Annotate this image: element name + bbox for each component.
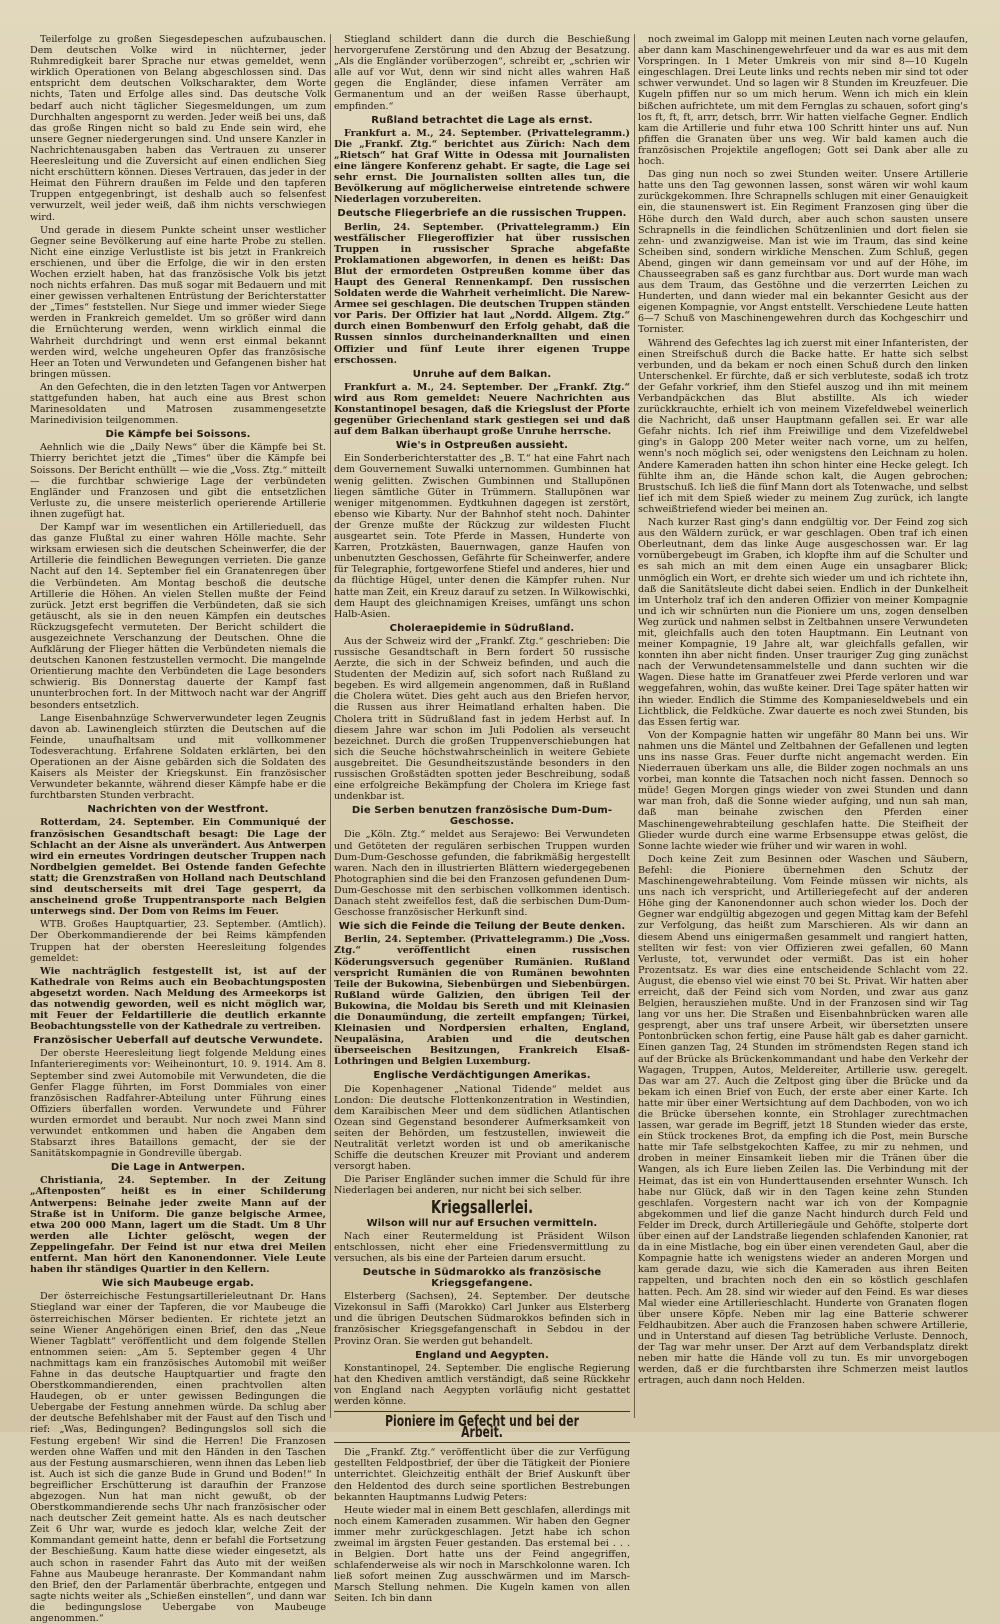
article-paragraph: Das ging nun noch so zwei Stunden weiter. Unsere Artillerie hatte uns den Tag gewonnen lassen, sonst wären wir wohl kaum zurückgekommen. Ihre Schrapnells schlugen mit einer Genauigkeit ein, die staunenswert ist. Ein Regiment Franzosen ging über die Höhe durch den Wald durch, aber auch schon sausten unsere Schrapnells in die feindlichen Schützenlinien und dort fielen sie zehn- und zwanzigweise. Man ist wie im Traum, das sind keine Scheiben sind, sondern wirkliche Menschen. Zum Schluß, gegen Abend, gingen wir dann gemeinsam vor und auf der Höhe, im Chausseegraben saß es ganz furchtbar aus. Dort wurde man wach aus dem Traum, das Gestöhne und die verzerrten Leichen zu Hunderten, und dann wieder mal ein bekannter Gesicht aus der eigenen Kompagnie, vor Angst entstellt. Verschiedene Leute hatten 6—7 Schuß von Maschinengewehren durch das Kochgeschirr und Tornister. [638,169,968,336]
article-paragraph: Während des Gefechtes lag ich zuerst mit einer Infanteristen, der einen Streifschuß durch die Backe hatte. Er hatte sich selbst verbunden, und da bekam er noch einen Schuß durch den linken Unterschenkel. Er fürchte, daß er sich verbluteste, sodaß ich trotz der Gefahr vorkrief, ihm den Stiefel auszog und ihn mit meinem Verbandpäckchen das Blut abstillte. Als ich wieder zurückkrauchte, erhielt ich von meinem Vizefeldwebel weinerlich die Nachricht, daß unser Hauptmann gefallen sei. Er war alle Gefahr nichts. Ich rief ihm Freiwillige und dem Vizefeldwebel ging's in Galopp 200 Meter weiter nach vorne, um zu helfen, wenn's noch möglich sei, oder wenigstens den Leichnam zu holen. Andere Kameraden hatten ihn schon hinter eine Hecke gelegt. Ich fühlte ihm an, die Hände schon kalt, die Augen gebrochen; Brustschuß. Ich ließ die fünf Mann dort als Totenwache, und selbst lief ich mit dem Spieß wieder zu meinem Zug zurück, ich langte schweißtriefend wieder bei meinen an. [638,337,969,515]
article-heading: Unruhe auf dem Balkan. [412,368,552,380]
article-heading: Wilson will nur auf Ersuchen vermitteln. [366,1217,598,1229]
column-middle [334,34,630,1605]
article-heading: Deutsche Fliegerbriefe an die russischen Truppen. [337,208,627,220]
article-paragraph: Aus der Schweiz wird der „Frankf. Ztg.“ geschrieben: Die russische Gesandtschaft in Bern fordert 50 russische Aerzte, die sich in der Schweiz befinden, und auch die Studenten der Medizin auf, sich sofort nach Rußland zu begeben. Es wird allgemein angenommen, daß in Rußland die Cholera wütet. Dies geht auch aus den Briefen hervor, die Russen aus ihrer Heimatland erhalten haben. Die Cholera tritt in Südrußland fast in jedem Herbst auf. In diesem Jahre war schon im Juli Podolien als verseucht bezeichnet. Durch die großen Truppenverschiebungen hat sich die Seuche höchstwahrscheinlich in weitere Gebiete ausgebreitet. Die Gesundheitszustände besonders in den russischen Großstädten spotten jeder Beschreibung, sodaß eine erfolgreiche Bekämpfung der Cholera im Kriege fast undenkbar ist. [334,635,630,803]
article-paragraph: Heute wieder mal in einem Bett geschlafen, allerdings mit noch einem Kameraden zusammen. Wir haben den Gegner immer mehr zurückgeschlagen. Jetzt habe ich schon zweimal im ärgsten Feuer gestanden. Das erstemal bei . . . in Belgien. Dort hatte uns der Feind angegriffen, schlafenderweise als wir noch in Marschkolonne waren. Ich ließ sofort meinen Zug ausschwärmen und im Marsch-Marsch Stellung nehmen. Die Kugeln kamen von allen Seiten. Ich bin dann [334,1504,630,1605]
article-paragraph: Elsterberg (Sachsen), 24. September. Der deutsche Vizekonsul in Saffi (Marokko) Carl Junker aus Elsterberg und die übrigen Deutschen Südmarokkos befinden sich in französischer Kriegsgefangenschaft in Sebdou in der Provinz Oran. Sie werden gut behandelt. [334,1291,630,1347]
article-paragraph: An den Gefechten, die in den letzten Tagen vor Antwerpen stattgefunden haben, hat auch eine aus Brest schon Marinesoldaten und Matrosen zusammengesetzte Marinedivision teilgenommen. [30,381,326,427]
article-heading: Choleraepidemie in Südrußland. [389,622,575,634]
article-heading: Französischer Ueberfall auf deutsche Verwundete. [33,1035,323,1047]
article-heading: England und Aegypten. [415,1349,549,1361]
article-paragraph: Frankfurt a. M., 24. September. Der „Frankf. Ztg.“ wird aus Rom gemeldet: Neuere Nachrichten aus Konstantinopel besagen, daß die Kriegslust der Pforte gegenüber Griechenland stark gestiegen sei und daß auf dem Balkan überhaupt große Unruhe herrsche. [334,381,630,438]
article-paragraph: Der österreichische Festungsartillerieleutnant Dr. Hans Stiegland war einer der Tapferen, die vor Maubeuge die österreichischen Mörser bedienten. Er richtete jetzt an seine Wiener Angehörigen einen Brief, den das „Neue Wiener Tagblatt“ veröffentlicht und dem folgende Stellen entnommen seien: „Am 5. September gegen 4 Uhr nachmittags kam ein französisches Automobil mit weißer Fahne in das deutsche Hauptquartier und fragte den Oberstkommandierenden, einen prachtvollen alten Haudegen, ob er unter gewissen Bedingungen die Uebergabe der Festung annehmen würde. Da schlug aber der deutsche Befehlshaber mit der Faust auf den Tisch und rief: „Was, Bedingungen? Bedingungslos soll sich die Festung ergeben! Wir sind die Herren! Die Franzosen werden ohne Waffen und mit den Händen in den Taschen aus der Festung ausmarschieren, wenn ihnen das Leben lieb ist. Auch ist sich die ganze Bude in Grund und Boden!“ In begreiflicher Erschütterung ist daraufhin der Franzose abgezogen. Nun hat man nicht gewußt, ob der Oberstkommandierende sechs Uhr nach französischer oder nach deutscher Zeit gemeint hatte. Als es nach deutscher Zeit 6 Uhr war, wurde es jedoch klar, welche Zeit der Kommandant gemeint hatte, denn er befahl die Fortsetzung der Beschießung. Kaum hatte diese wieder eingesetzt, als auch schon in rasender Fahrt das Auto mit der weißen Fahne aus Maubeuge heranraste. Der Kommandant nahm den Brief, den der Parlamentär überbrachte, entgegen und sagte nichts weiter als „Schießen einstellen“, und dann war die bedingungslose Uebergabe von Maubeuge angenommen.“ [30,1291,326,1624]
article-paragraph: Teilerfolge zu großen Siegesdepeschen aufzubauschen. Dem deutschen Volke wird in nüchterner, jeder Ruhmredigkeit barer Sprache nur etwas gemeldet, wenn wirklich Operationen von Belang abgeschlossen sind. Das entspricht dem deutschen Volkscharakter, dem Worte nichts, Taten und Erfolge alles sind. Das deutsche Volk bedarf auch nicht täglicher Siegesmeldungen, um zum Durchhalten angespornt zu werden. Jeder weiß bei uns, daß das große Ringen nicht so bald zu Ende sein wird, ehe unsere Gegner niedergerungen sind. Und unsere Kanzler in Nachrichtenausgaben haben das Vertrauen zu unserer Heeresleitung und die Zuversicht auf einen endlichen Sieg nicht erschüttern können. Dieses Vertrauen, das jeder in der Heimat den Führern draußen im Felde und den tapferen Truppen entgegenbringt, ist deshalb auch so felsenfest verwurzelt, weil jeder weiß, daß ihm nichts verschwiegen wird. [30,34,326,223]
article-paragraph: Von der Kompagnie hatten wir ungefähr 80 Mann bei uns. Wir nahmen uns die Mäntel und Zeltbahnen der Gefallenen und legten uns ins nasse Gras. Feuer durfte nicht angemacht werden. Ein Niederrauen überkam uns alle, die Bilder zogen nochmals an uns vorbei, man konnte die Tatsachen noch nicht fassen. Dennoch so müde! Gegen Morgen gings wieder von zwei Stunden und dann war man froh, daß die Sonne wieder aufging, und nun sah man, daß man beinahe zwischen den Pferden einer Maschinengewehrabteilung geschlafen hatte. Die Steifheit der Glieder wurde durch eine warme Erbsensuppe etwas gelöst, die Sonne lachte wieder wie früher und wir waren in wohl. [638,729,968,852]
article-heading: Wie sich Maubeuge ergab. [102,1278,254,1290]
article-heading: Englische Verdächtigungen Amerikas. [373,1070,591,1082]
column-left [30,34,326,1624]
article-heading: Die Serben benutzen französische Dum-Dum-Geschosse. [351,805,613,828]
article-heading: Wie sich die Feinde die Teilung der Beute denken. [338,921,626,933]
article-heading: Nachrichten von der Westfront. [87,804,269,816]
article-paragraph: Der Kampf war im wesentlichen ein Artillerieduell, das das ganze Flußtal zu einer wahren Hölle machte. Sehr wirksam erwiesen sich die deutschen Scheinwerfer, die der Artillerie die feindlichen Bewegungen verrieten. Die ganze Nacht auf den 14. September fiel ein Granatenregen über die Verbündeten. Am Montag beschoß die deutsche Artillerie die Höhen. An vielen Stellen mußte der Feind zurück. Jetzt erst begriffen die Verbündeten, daß sie sich getäuscht, als sie in den neuen Kämpfen ein deutsches Rückzugsgefecht vermuteten. Der Bericht schildert die ausgezeichnete Verschanzung der Deutschen. Ohne die Aufklärung der Flieger hätten die Verbündeten niemals die deutschen Kanonen festzustellen vermocht. Die mangelnde Orientierung machte den Verbündeten die Lage besonders schwierig. Bis Donnerstag dauerte der Kampf fast ununterbrochen fort. In der Mittwoch nacht war der Angriff besonders entsetzlich. [30,522,326,711]
article-paragraph: Rotterdam, 24. September. Ein Communiqué der französischen Gesandtschaft besagt: Die Lage der Schlacht an der Aisne als unverändert. Aus Antwerpen wird ein erneutes Vordringen deutscher Truppen nach Nordbelgien gemeldet. Bei Ostende fanden Gefechte statt; die Grenzstraßen von Holland nach Deutschland sind deutscherseits mit drei Tage gesperrt, da anscheinend große Truppentransporte nach Belgien unterwegs sind. Der Dom von Reims im Feuer. [30,817,326,918]
article-paragraph: Nach kurzer Rast ging's dann endgültig vor. Der Feind zog sich aus den Wäldern zurück, er war geschlagen. Oben traf ich einen Oberleutnant, dem das linke Auge ausgeschossen war. Er lag vornübergebeugt im Graben, ich klopfte ihm auf die Schulter und es sah mich an mit dem einen Auge ein unsagbarer Blick; unmöglich ein Wort, er drehte sich wieder um und ich richtete ihn, daß die Sanitätsleute dicht dabei seien. Endlich in der Dunkelheit im Unterholz traf ich den anderen Offizier von meiner Kompagnie und ich wir schnürten nun die Pioniere um uns, zogen denselben Weg zurück und nahmen selbst in Zeltbahnen unsere Verwundeten mit, gleichfalls auch den toten Hauptmann. Ein Leutnant von meiner Kompagnie, 19 Jahre alt, war gleichfalls gefallen, wir konnten ihn aber nicht finden. Unser trauriger Zug ging zunächst nach der Verwundetensammelstelle und dann suchten wir die Wagen. Diese hatte im Granatfeuer zwei Pferde verloren und war weggefahren, wohin, das wußte keiner. Drei Tage später hatten wir ihn wieder. Endlich die Stimme des Kompanieseldwebels und ein Lichtblick, die Feldküche. Zwar dauerte es noch zwei Stunden, bis das Essen fertig war. [638,517,968,728]
article-paragraph: Wie nachträglich festgestellt ist, ist auf der Kathedrale von Reims auch ein Beobachtungsposten abgesetzt worden. Nach Meldung des Armeekorps ist das notwendig geworden, weil es nicht möglich war, mit Feuer der Feldartillerie die deutlich erkannte Beobachtungsstelle von der Kathedrale zu vertreiben. [30,965,326,1033]
article-heading: Rußland betrachtet die Lage als ernst. [371,114,593,126]
column-divider [330,34,331,1418]
article-paragraph: Frankfurt a. M., 24. September. (Privattelegramm.) Die „Frankf. Ztg.“ berichtet aus Zürich: Nach dem „Rietsch“ hat Graf Witte in Odessa mit Journalisten eine längere Konferenz gehabt. Er sagte, die Lage sei sehr ernst. Die Journalisten sollten alles tun, die Bevölkerung auf möglicherweise eintretende schwere Niederlagen vorzubereiten. [334,127,630,206]
article-paragraph: Berlin, 24. September. (Privattelegramm.) Die „Voss. Ztg.“ veröffentlicht einen russischen Köderungsversuch gegenüber Rumänien. Rußland verspricht Rumänien die von Rumänen bewohnten Teile der Bukowina, Siebenbürgen und Siebenbürgen. Rußland würde Galizien, den übrigen Teil der Bukowina, die Moldau bis Sereth und mit Kleinasien die Donaumündung, die zerteilt empfangen; Türkei, Kleinasien und Nordpersien erhalten, England, Neupaläsina, Arabien und die deutschen überseeischen Besitzungen, Frankreich Elsaß-Lothringen und Belgien Luxemburg. [334,934,630,1068]
article-heading: Wie's in Ostpreußen aussieht. [395,440,569,452]
article-paragraph: Aehnlich wie die „Daily News“ über die Kämpfe bei St. Thierry berichtet jetzt die „Times“ über die Kämpfe bei Soissons. Der Bericht enthüllt — wie die „Voss. Ztg.“ mitteilt — die furchtbar schwierige Lage der verbündeten Engländer und Franzosen und gibt die entsetzlichen Verluste zu, die unsere meisterlich operierende Artillerie ihnen zugefügt hat. [30,442,326,520]
boxed-heading [334,1411,630,1443]
article-paragraph: Stiegland schildert dann die durch die Beschießung hervorgerufene Zerstörung und den Abzug der Besatzung. „Als die Engländer vorüberzogen“, schreibt er, „schrien wir alle auf vor Wut, denn wir sind nicht alles wahren Haß gegen die Engländer, diese infamen Verräter am Germanentum und an der weißen Rasse überhaupt, empfinden.“ [334,34,630,112]
article-paragraph: Doch keine Zeit zum Besinnen oder Waschen und Säubern, Befehl: die Pioniere übernehmen den Schutz der Maschinengewehrabteilung. Vom Feinde müssen wir nichts, als uns nach ich verspricht, und Artilleriegefecht auf der anderen Höhe ging der Kanonendonner auch schon wieder los. Doch der Gegner war endgültig abgezogen und gegen Mittag kam der Befehl zur Verfolgung, das heißt zum Marschieren. Als wir dann an diesem Abend uns einigermaßen gesammelt und rangiert hatten, stellten wir fest: von vier Offizieren zwei gefallen, 60 Mann Verluste, tot, verwundet oder vermißt. Das ist ein hoher Prozentsatz. Es war dies eine entscheidende Schlacht vom 22. August, die ebenso viel wie einst 70 bei St. Privat. Wir hatten aber erreicht, daß der Feind sich vom Norden, und zwar aus ganz Belgien, herausziehen mußte. Und in der Franzosen sind wir Tag lang vor uns her. Die Straßen und Eisenbahnbrücken waren alle gesprengt, aber uns traf unsere Arbeit, wir übersetzten unsere Pontonbrücken schon fertig, eine Pause hält gab es daher garnicht. Einen ganzen Tag, 24 Stunden im strömendsten Regen stand ich auf der Brücke als Brückenkommandant und habe den Verkehr der Wagagen, Truppen, Autos, Meldereiter, Artillerie usw. geregelt. Das war am 27. Auch die Zeltpost ging über die Brücke und da bekam ich einen Brief von Euch, der erste aber einer Karte. Ich hatte mir über einer Wertsichtung auf dem Dachboden, von wo ich die Brücke übersehen konnte, ein Strohlager zurechtmachen lassen, war gerade im Begriff, jetzt 18 Stunden wieder das erste, ein Stück trockenes Brot, da empfing ich die Post, mein Bursche hatte mir Tafe selbstgekochten Kaffee, zu mir zu nehmen, und droben in meiner Einsamkeit lieben mir die Tränen über die Wangen, als ich Eure lieben Zeilen las. Die Verbindung mit der Heimat, das ist ein von Hunderttausenden ersehnter Wunsch. Ich habe nur Glück, daß wir in den Tagen keine zehn Stunden geschlafen. Vorgestern nacht war ich von der Kompagnie abgekommen und lief die ganze Nacht hindurch durch Feld und Felder im Dreck, durch Artilleriegäule und Gehöfte, stolperte dort über einen auf der Landstraße liegenden schlafenden Kanonier, rat da in eine Mistlache, bog ein über einen verendeten Gaul, aber die Kompagnie hatte ich wenigstens wieder an anderen Morgen und kam gerade dazu, wie sich die Kameraden aus ihren Beiten rappelten, und brachten noch den ein so köstlich geschlafen hatten. Pech. Am 28. sind wir wieder auf den Feind. Es war dieses Mal wieder eine Artillerieschlacht. Hunderte von Granaten flogen über unsere Köpfe. Neben mir lag eine Batterie schwerer Feldhaubitzen. Aber auch die Franzosen haben schwere Artillerie, und in Unterstand auf diesen Tag betrübliche Verluste. Dennoch, der Tag war mehr unser. Der Arzt auf dem Verbandsplatz direkt neben mir hatte die Hände voll zu tun. Es mir unvorgebogen werden, daß er die furchtbarsten ihre Schmerzen meist lautlos ertragen, auch dann noch Helden. [638,853,968,1387]
article-paragraph: Konstantinopel, 24. September. Die englische Regierung hat den Khediven amtlich verständigt, daß seine Rückkehr von England nach Aegypten vorläufig nicht gestattet werden könne. [334,1362,630,1407]
article-paragraph: Nach einer Reutermeldung ist Präsident Wilson entschlossen, nicht eher eine Friedensvermittlung zu versuchen, als bis eine der Parteien darum ersucht. [334,1230,630,1264]
article-paragraph: Berlin, 24. September. (Privattelegramm.) Ein westfälischer Fliegeroffizier hat über russischen Truppen in russischer Sprache abgefaßte Proklamationen abgeworfen, in denen es heißt: Das Blut der ermordeten Ostpreußen komme über das Haupt des General Rennenkampf. Den russischen Soldaten werde die Wahrheit verheimlicht. Die Narew-Armee sei geschlagen. Die deutschen Truppen ständen vor Paris. Der Offizier hat laut „Nordd. Allgem. Ztg.“ durch einen Bombenwurf den Erfolg gehabt, daß die Russen sinnlos durcheinanderknallten und einen Offizier und fünf Leute ihrer eigenen Truppe erschossen. [334,221,630,366]
article-heading: Die Kämpfe bei Soissons. [105,429,251,441]
article-paragraph: Die Pariser Engländer suchen immer die Schuld für ihre Niederlagen bei anderen, nur nicht bei sich selber. [334,1174,630,1197]
article-paragraph: Die „Frankf. Ztg.“ veröffentlicht über die zur Verfügung gestellten Feldpostbrief, der über die Tätigkeit der Pioniere unterrichtet. Gleichzeitig enthält der Brief Auskunft über den Heldentod des durch seine sportlichen Bestrebungen bekannten Hauptmanns Ludwig Peters: [334,1447,630,1503]
boxed-heading-title: Pioniere im Gefecht und bei der Arbeit. [385,1412,579,1442]
article-heading: Deutsche in Südmarokko als französische Kriegsgefangene. [362,1266,602,1290]
article-paragraph: Die Kopenhagener „National Tidende“ meldet aus London: Die deutsche Flottenkonzentration in Westindien, dem Karaibischen Meer und dem südlichen Atlantischen Ozean sind Gegenstand besonderer Aufmerksamkeit von seiten der Behörden, um festzustellen, inwieweit die Neutralität verletzt worden ist und ob amerikanische Schiffe die deutschen Kreuzer mit Proviant und anderem versorgt haben. [334,1083,630,1173]
article-paragraph: WTB. Großes Hauptquartier, 23. September. (Amtlich). Der Oberkommandierende der bei Reims kämpfenden Truppen hat der obersten Heeresleitung folgendes gemeldet: [30,919,326,964]
article-paragraph: Die „Köln. Ztg.“ meldet aus Serajewo: Bei Verwundeten und Getöteten der regulären serbischen Truppen wurden Dum-Dum-Geschosse gefunden, die fabrikmäßig hergestellt waren. Nach den in illustrierten Blättern wiedergegebenen Photographien sind die bei den Franzosen gefundenen Dum-Dum-Geschosse mit den serbischen vollkommen identisch. Danach steht zweifellos fest, daß die serbischen Dum-Dum-Geschosse französischer Herkunft sind. [334,829,630,919]
article-paragraph: Lange Eisenbahnzüge Schwerverwundeter legen Zeugnis davon ab. Lawinengleich stürzten die Deutschen auf die Feinde, unaufhaltsam und mit vollkommener Todesverachtung. Erfahrene Soldaten erklärten, bei den Operationen an der Aisne gebärden sich die Soldaten des Kaisers als Meister der Kriegskunst. Ein französischer Verwundeter bekannte, während dieser Kämpfe habe er die furchtbarsten Stunden verbracht. [30,712,326,802]
article-paragraph: noch zweimal im Galopp mit meinen Leuten nach vorne gelaufen, aber dann kam Maschinengewehrfeuer und da war es aus mit dem Vorspringen. In 1 Meter Umkreis von mir sind 8—10 Kugeln eingeschlagen. Drei Leute links und rechts neben mir sind tot oder schwer verwundet. Und so lagen wir 8 Stunden im Kreuzfeuer. Die Kugeln pfiffen nur so um mich herum. Wenn ich mich ein klein bißchen aufrichtete, um mit dem Fernglas zu schauen, sofort ging's los ft, ft, ft, arrr, detsch, brrr. Wir hatten vielfache Gegner. Endlich kam die Artillerie und fuhr etwa 100 Schritt hinter uns auf. Nun pfiffen die Granaten über uns weg. Wir bald kamen auch die französischen Projektile angeflogen; Gott sei Dank aber alle zu hoch. [638,34,968,168]
column-divider [634,34,635,1418]
article-heading: Die Lage in Antwerpen. [110,1162,246,1174]
article-paragraph: Ein Sonderberichterstatter des „B. T.“ hat eine Fahrt nach dem Gouvernement Suwalki unternommen. Gumbinnen hat wenig gelitten. Zwischen Gumbinnen und Stallupönen liegen sämtliche Güter in Trümmern. Stallupönen war weniger mitgenommen. Eydtkuhnen dagegen ist zerstört, ebenso wie Kibarty. Nur der Bahnhof steht noch. Dahinter der Grenze mußte der Rückzug zur wildesten Flucht ausgeartet sein. Tote Pferde in Massen, Hunderte von Karren, Protzkästen, Bauernwagen, ganze Haufen von unbenutzten Geschossen, Gefährte für Scheinwerfer, andere für Telegraphie, fortgeworfene Stiefel und anderes, hier und da flüchtige Hügel, unter denen die Kämpfer ruhen. Nur hatte man Zeit, ein Kreuz darauf zu setzen. In Wilkowischki, dem Haupt des gleichnamigen Kreises, umfängt uns schon Halb-Asien. [334,453,630,620]
column-right [638,34,968,1418]
article-paragraph: Christiania, 24. September. In der Zeitung „Aftenposten“ heißt es in einer Schilderung Antwerpens: Beinahe jeder zweite Mann auf der Straße ist in Uniform. Die ganze belgische Armee, etwa 200 000 Mann, lagert um die Stadt. Um 8 Uhr werden alle Lichter gelöscht, wegen der Zeppelingefahr. Der Feind ist nur etwa drei Meilen entfernt. Man hört den Kanonendonner. Viele Leute haben ihr ständiges Quartier in den Kellern. [30,1175,326,1276]
article-paragraph: Und gerade in diesem Punkte scheint unser westlicher Gegner seine Bevölkerung auf eine harte Probe zu stellen. Nicht eine einzige Verlustliste ist bis jetzt in Frankreich erschienen, und über die Erfolge, die wir in den ersten Wochen erzielt haben, hat das französische Volk bis jetzt noch nichts erfahren. Das muß sogar mit Bedauern und mit einer gewissen verhaltenen Entrüstung der Berichterstatter der „Times“ feststellen. Nur Siege und immer wieder Siege werden in Frankreich gemeldet. Um so größer wird dann die Ernüchterung werden, wenn wirklich einmal die Wahrheit durchdringt und wenn erst einmal bekannt werden wird, welche ungeheuren Opfer das französische Heer an Toten und Verwundeten und Gefangenen bisher hat bringen müssen. [30,224,326,380]
article-paragraph: Der oberste Heeresleitung liegt folgende Meldung eines Infanterieregiments vor: Weiheinonturt, 10. 9. 1914. Am 8. September sind zwei Automobile mit Verwundeten, die die Genfer Flagge führten, im Forst Dommiales von einer französischen Radfahrer-Abteilung unter Führung eines Offiziers überfallen worden. Verwundete und Führer wurden ermordet und beraubt. Nur noch zwei Mann sind verwundet entkommen und haben die Angaben dem Stabsarzt ihres Bataillons gemacht, der sie der Sanitätskompagnie in Gondreville übergab. [30,1048,326,1160]
section-heading: Kriegsallerlei. [430,1197,534,1219]
